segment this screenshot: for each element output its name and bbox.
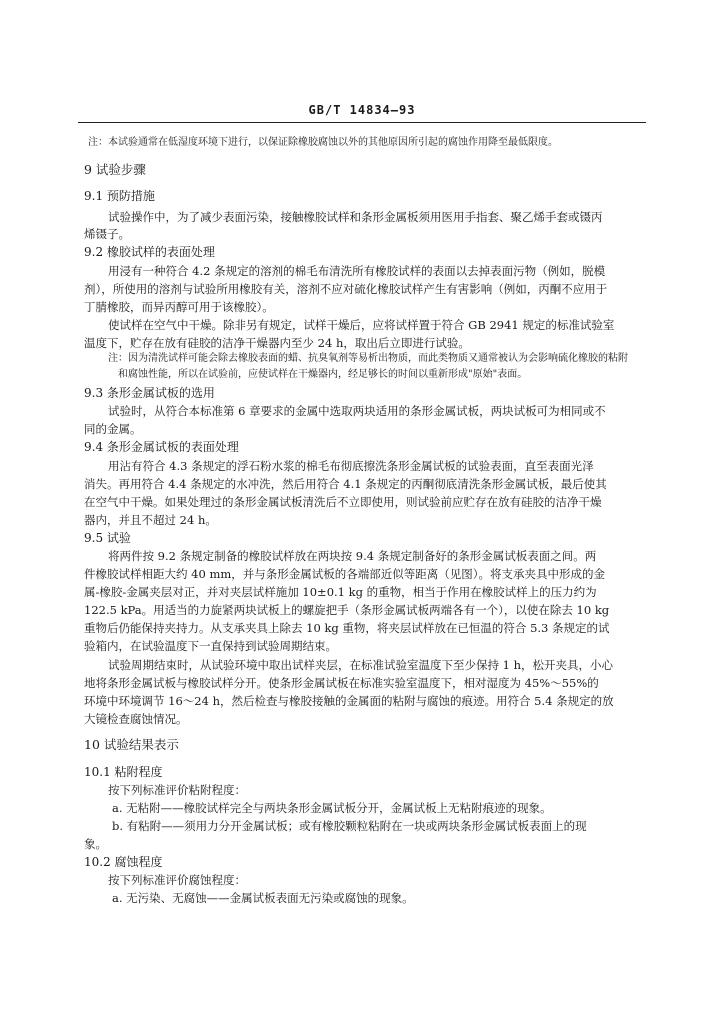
paragraph-line: 用沾有符合 4.3 条规定的浮石粉水浆的棉毛布彻底擦洗条形金属试板的试验表面，直至表面光泽 <box>108 459 594 473</box>
paragraph-line: 温度下，贮存在放有硅胶的洁净干燥器内至少 24 h，取出后立即进行试验。 <box>84 336 470 350</box>
paragraph-line: 地将条形金属试板与橡胶试样分开。使条形金属试板在标准实验室温度下，相对湿度为 45%～55%的 <box>84 676 599 690</box>
note-line: 注：因为清洗试样可能会除去橡胶表面的蜡、抗臭氧剂等易析出物质，而此类物质又通常被认为会影响硫化橡胶的粘附 <box>108 353 628 364</box>
paragraph-line: 烯镊子。 <box>84 227 130 241</box>
paragraph-line: 试验操作中，为了减少表面污染，接触橡胶试样和条形金属板须用医用手指套、聚乙烯手套或镊丙 <box>108 210 603 224</box>
subsection-heading: 10.1 粘附程度 <box>84 765 163 779</box>
note-line: 注：本试验通常在低湿度环境下进行，以保证除橡胶腐蚀以外的其他原因所引起的腐蚀作用降至最低限度。 <box>88 137 558 148</box>
subsection-heading: 9.1 预防措施 <box>84 189 155 203</box>
subsection-heading: 9.4 条形金属试板的表面处理 <box>84 440 239 454</box>
note-line: 和腐蚀性能，所以在试验前，应使试样在干燥器内，经足够长的时间以重新形成"原始"表面。 <box>118 369 528 380</box>
paragraph-line: 丁腈橡胶，而异丙醇可用于该橡胶）。 <box>84 300 274 314</box>
header-rule <box>78 122 646 123</box>
paragraph-line: 件橡胶试样相距大约 40 mm，并与条形金属试板的各端部近似等距离（见图）。将支承夹具中形成的金 <box>84 567 605 581</box>
subsection-heading: 9.5 试验 <box>84 531 131 545</box>
paragraph-line: 大镜检查腐蚀情况。 <box>84 712 188 726</box>
subsection-heading: 9.2 橡胶试样的表面处理 <box>84 245 215 259</box>
paragraph-line: 用浸有一种符合 4.2 条规定的溶剂的棉毛布清洗所有橡胶试样的表面以去掉表面污物（例如，脱模 <box>108 264 606 278</box>
subsection-heading: 10.2 腐蚀程度 <box>84 855 163 869</box>
paragraph-line: 属-橡胶-金属夹层对正，并对夹层试样施加 10±0.1 kg 的重物，相当于作用在橡胶试样上的压力约为 <box>84 585 597 599</box>
paragraph-line: 环境中环境调节 16～24 h，然后检查与橡胶接触的金属面的粘附与腐蚀的痕迹。用符合 5.4 条规定的放 <box>84 694 614 708</box>
paragraph-line: 按下列标准评价腐蚀程度： <box>108 873 246 887</box>
list-item: b. 有粘附——须用力分开金属试板；或有橡胶颗粒粘附在一块或两块条形金属试板表面上的现 <box>112 819 587 833</box>
paragraph-line: 同的金属。 <box>84 422 142 436</box>
list-item: a. 无污染、无腐蚀——金属试板表面无污染或腐蚀的现象。 <box>112 891 414 905</box>
paragraph-line: 在空气中干燥。如果处理过的条形金属试板清洗后不立即使用，则试验前应贮存在放有硅胶的洁净干燥 <box>84 495 602 509</box>
paragraph-line: 象。 <box>84 837 107 851</box>
paragraph-line: 剂），所使用的溶剂与试验所用橡胶有关，溶剂不应对硫化橡胶试样产生有害影响（例如，丙酮不应用于 <box>84 282 608 296</box>
paragraph-line: 试验周期结束时，从试验环境中取出试样夹层，在标准试验室温度下至少保持 1 h，松开夹具，小心 <box>108 658 614 672</box>
paragraph-line: 消失。再用符合 4.4 条规定的水冲洗，然后用符合 4.1 条规定的丙酮彻底清洗条形金属试板，最后使其 <box>84 477 607 491</box>
paragraph-line: 使试样在空气中干燥。除非另有规定，试样干燥后，应将试样置于符合 GB 2941 规定的标准试验室 <box>108 318 615 332</box>
paragraph-line: 验箱内，在试验温度下一直保持到试验周期结束。 <box>84 639 337 653</box>
list-item: a. 无粘附——橡胶试样完全与两块条形金属试板分开，金属试板上无粘附痕迹的现象。 <box>112 801 552 815</box>
paragraph-line: 器内，并且不超过 24 h。 <box>84 513 217 527</box>
paragraph-line: 试验时，从符合本标准第 6 章要求的金属中选取两块适用的条形金属试板，两块试板可为相同或不 <box>108 404 606 418</box>
paragraph-line: 122.5 kPa。用适当的力旋紧两块试板上的螺旋把手（条形金属试板两端各有一个），以使在除去 10 kg <box>84 603 610 617</box>
standard-code-header: GB/T 14834—93 <box>308 103 416 117</box>
section-heading: 10 试验结果表示 <box>84 737 179 752</box>
section-heading: 9 试验步骤 <box>84 162 146 177</box>
paragraph-line: 将两件按 9.2 条规定制备的橡胶试样放在两块按 9.4 条规定制备好的条形金属试板表面之间。两 <box>108 549 597 563</box>
paragraph-line: 按下列标准评价粘附程度： <box>108 783 246 797</box>
paragraph-line: 重物后仍能保持夹持力。从支承夹具上除去 10 kg 重物，将夹层试样放在已恒温的符合 5.3 条规定的试 <box>84 621 610 635</box>
subsection-heading: 9.3 条形金属试板的选用 <box>84 386 215 400</box>
